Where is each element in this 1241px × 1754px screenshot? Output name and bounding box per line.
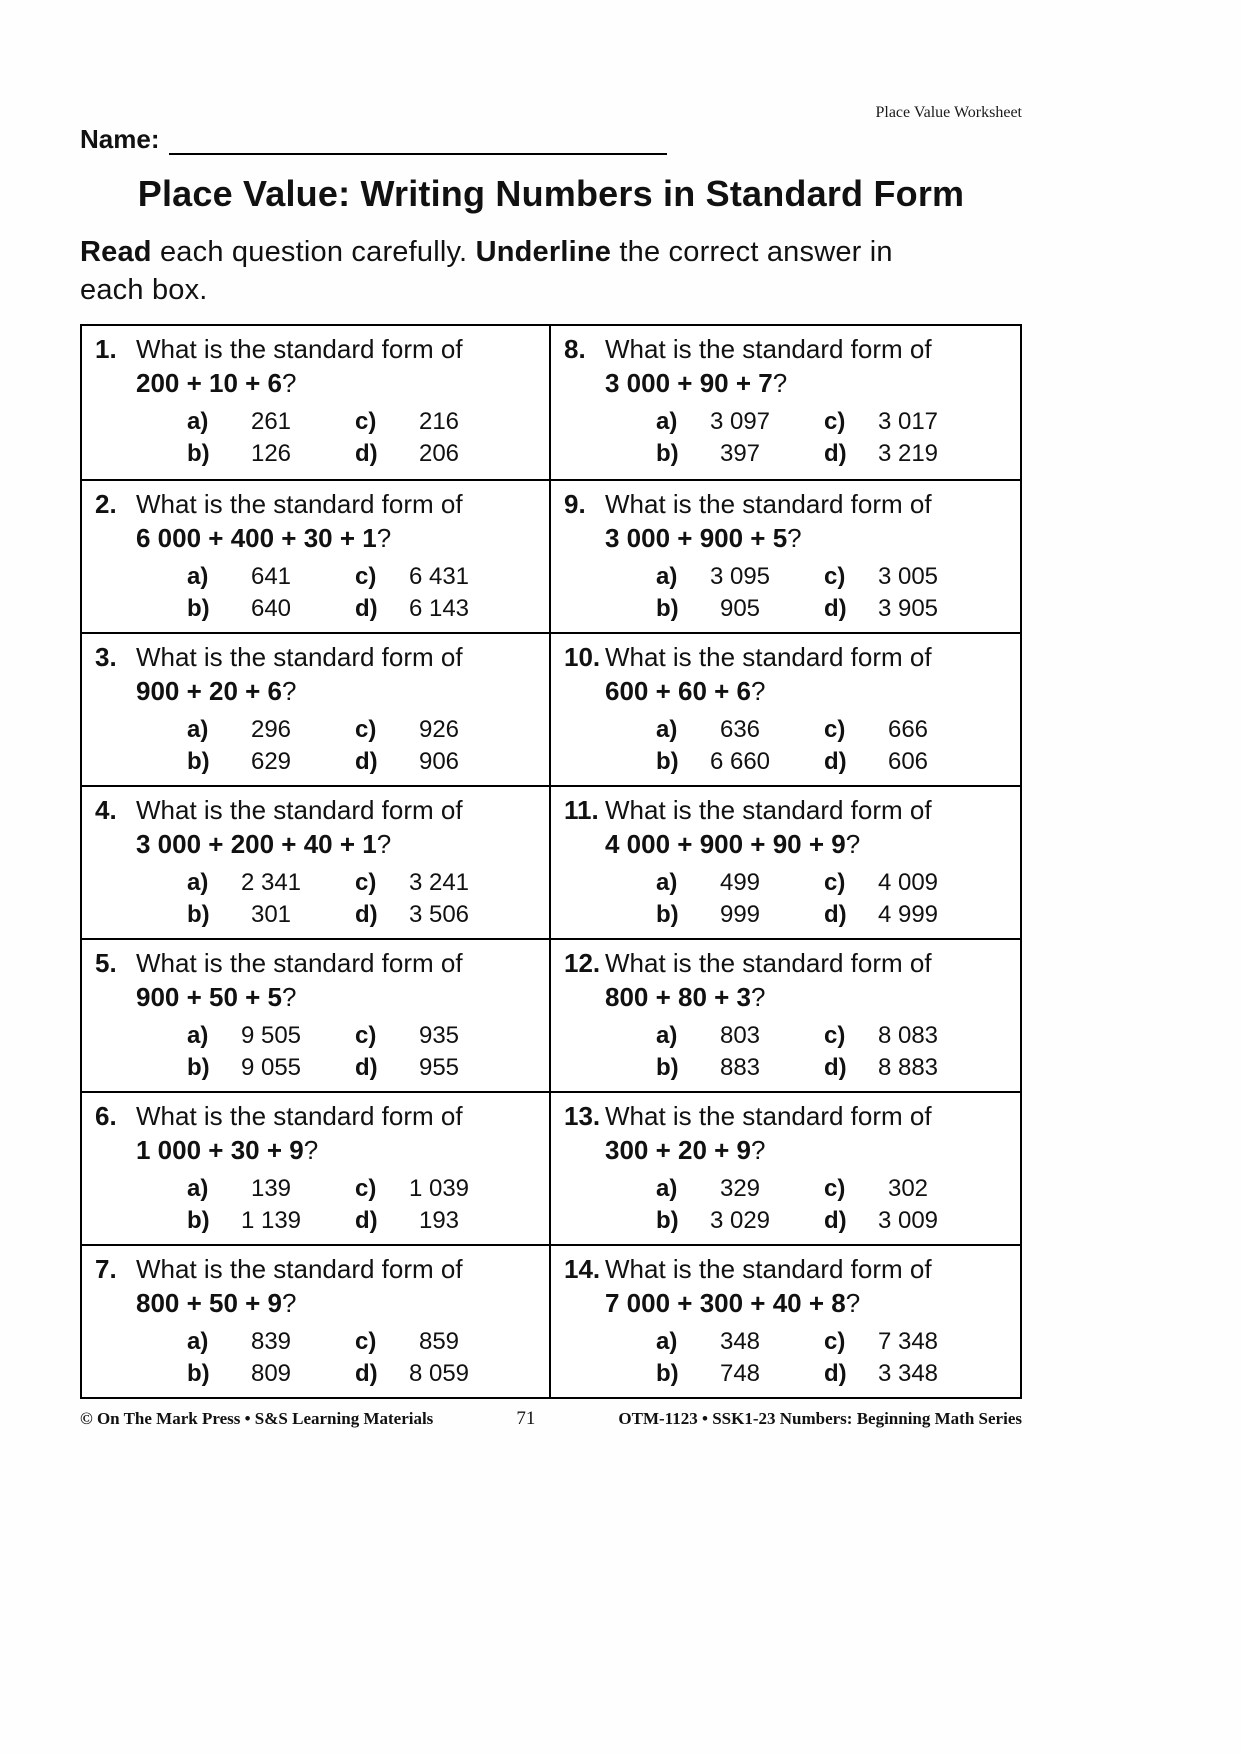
answer-value: 3 095 bbox=[709, 563, 771, 591]
question-box bbox=[551, 479, 1020, 632]
question-mark: ? bbox=[282, 1288, 297, 1319]
answer-value: 606 bbox=[887, 748, 929, 776]
question-mark: ? bbox=[282, 676, 297, 707]
answer-letter: b) bbox=[187, 901, 210, 929]
answer-value: 6 431 bbox=[408, 563, 470, 591]
name-row bbox=[80, 124, 1022, 155]
expression-text: 7 000 + 300 + 40 + 8 bbox=[605, 1288, 846, 1319]
question-number: 10. bbox=[564, 641, 601, 672]
answer-option-c[interactable] bbox=[355, 1328, 487, 1356]
answer-option-b[interactable] bbox=[656, 440, 788, 468]
question-prompt: What is the standard form of bbox=[136, 333, 463, 364]
answer-option-c[interactable] bbox=[355, 408, 487, 436]
question-mark: ? bbox=[751, 982, 766, 1013]
answer-value: 3 241 bbox=[408, 869, 470, 897]
answer-grid bbox=[656, 1175, 1014, 1235]
answer-value: 748 bbox=[719, 1360, 761, 1388]
answer-value: 955 bbox=[418, 1054, 460, 1082]
question-box bbox=[551, 326, 1020, 479]
answer-option-b[interactable] bbox=[656, 595, 788, 623]
question-box bbox=[551, 1244, 1020, 1397]
expression-text: 3 000 + 200 + 40 + 1 bbox=[136, 829, 377, 860]
question-prompt: What is the standard form of bbox=[605, 1100, 932, 1131]
worksheet-type-label: Place Value Worksheet bbox=[875, 104, 1022, 121]
question-number: 6. bbox=[95, 1100, 117, 1131]
instructions-text-2: the correct answer in bbox=[611, 236, 893, 268]
footer-copyright: © On The Mark Press • S&S Learning Materials bbox=[80, 1408, 434, 1428]
answer-value: 839 bbox=[250, 1328, 292, 1356]
expression-text: 3 000 + 90 + 7 bbox=[605, 368, 773, 399]
answer-letter: c) bbox=[824, 869, 846, 897]
question-prompt: What is the standard form of bbox=[136, 488, 463, 519]
question-expression bbox=[605, 1135, 1014, 1166]
answer-option-a[interactable] bbox=[656, 1175, 788, 1203]
question-number: 8. bbox=[564, 333, 586, 364]
answer-value: 329 bbox=[719, 1175, 761, 1203]
answer-option-c[interactable] bbox=[824, 408, 956, 436]
answer-value: 636 bbox=[719, 716, 761, 744]
answer-option-a[interactable] bbox=[187, 1328, 319, 1356]
question-number: 4. bbox=[95, 794, 117, 825]
answer-letter: d) bbox=[824, 595, 847, 623]
answer-value: 301 bbox=[250, 901, 292, 929]
instructions-read-bold: Read bbox=[80, 236, 152, 268]
answer-letter: a) bbox=[656, 716, 678, 744]
answer-option-a[interactable] bbox=[656, 1022, 788, 1050]
question-expression bbox=[605, 829, 1014, 860]
answer-value: 935 bbox=[418, 1022, 460, 1050]
answer-grid bbox=[187, 563, 543, 623]
answer-letter: c) bbox=[824, 563, 846, 591]
question-number: 11. bbox=[564, 794, 599, 825]
instructions bbox=[80, 233, 1022, 310]
answer-option-c[interactable] bbox=[355, 563, 487, 591]
question-expression bbox=[136, 1288, 543, 1319]
answer-value: 905 bbox=[719, 595, 761, 623]
answer-value: 3 097 bbox=[709, 408, 771, 436]
answer-option-a[interactable] bbox=[656, 716, 788, 744]
answer-letter: b) bbox=[187, 1207, 210, 1235]
answer-value: 906 bbox=[418, 748, 460, 776]
answer-letter: c) bbox=[355, 1328, 377, 1356]
answer-option-d[interactable] bbox=[355, 901, 487, 929]
answer-letter: b) bbox=[656, 748, 679, 776]
answer-letter: b) bbox=[187, 1360, 210, 1388]
question-box bbox=[82, 1244, 551, 1397]
question-mark: ? bbox=[845, 1288, 861, 1319]
answer-grid bbox=[656, 1328, 1014, 1388]
instructions-underline-bold: Underline bbox=[475, 236, 612, 268]
answer-grid bbox=[187, 716, 543, 776]
answer-option-a[interactable] bbox=[187, 869, 319, 897]
expression-text: 800 + 80 + 3 bbox=[605, 982, 752, 1013]
answer-option-a[interactable] bbox=[187, 1022, 319, 1050]
answer-grid bbox=[656, 869, 1014, 929]
footer-series: OTM-1123 • SSK1-23 Numbers: Beginning Math Series bbox=[618, 1408, 1022, 1428]
answer-value: 499 bbox=[719, 869, 761, 897]
answer-value: 859 bbox=[418, 1328, 460, 1356]
answer-value: 2 341 bbox=[240, 869, 302, 897]
answer-option-b[interactable] bbox=[656, 1360, 788, 1388]
answer-letter: c) bbox=[355, 869, 377, 897]
question-expression bbox=[605, 1288, 1014, 1319]
question-mark: ? bbox=[282, 982, 297, 1013]
answer-option-d[interactable] bbox=[355, 1207, 487, 1235]
question-prompt: What is the standard form of bbox=[136, 641, 463, 672]
answer-value: 7 348 bbox=[877, 1328, 939, 1356]
answer-option-b[interactable] bbox=[187, 1360, 319, 1388]
answer-value: 666 bbox=[887, 716, 929, 744]
answer-option-b[interactable] bbox=[656, 1207, 788, 1235]
expression-text: 4 000 + 900 + 90 + 9 bbox=[605, 829, 846, 860]
answer-option-b[interactable] bbox=[656, 748, 788, 776]
question-number: 12. bbox=[564, 947, 601, 978]
answer-value: 3 009 bbox=[877, 1207, 939, 1235]
question-expression bbox=[605, 523, 1014, 554]
answer-value: 3 905 bbox=[877, 595, 939, 623]
question-expression bbox=[136, 1135, 543, 1166]
answer-grid bbox=[187, 869, 543, 929]
instructions-text-1: each question carefully. bbox=[151, 236, 476, 268]
question-mark: ? bbox=[376, 829, 392, 860]
answer-option-a[interactable] bbox=[187, 408, 319, 436]
answer-value: 3 029 bbox=[709, 1207, 771, 1235]
answer-option-b[interactable] bbox=[187, 1207, 319, 1235]
answer-value: 3 348 bbox=[877, 1360, 939, 1388]
answer-letter: b) bbox=[656, 1207, 679, 1235]
answer-value: 126 bbox=[250, 440, 292, 468]
answer-option-d[interactable] bbox=[355, 748, 487, 776]
answer-letter: b) bbox=[656, 1360, 679, 1388]
answer-letter: d) bbox=[824, 1207, 847, 1235]
expression-text: 900 + 50 + 5 bbox=[136, 982, 283, 1013]
answer-letter: b) bbox=[656, 1054, 679, 1082]
expression-text: 300 + 20 + 9 bbox=[605, 1135, 752, 1166]
answer-letter: c) bbox=[824, 716, 846, 744]
question-box bbox=[82, 632, 551, 785]
answer-value: 629 bbox=[250, 748, 292, 776]
answer-letter: d) bbox=[824, 440, 847, 468]
answer-value: 6 143 bbox=[408, 595, 470, 623]
answer-letter: d) bbox=[355, 1360, 378, 1388]
answer-letter: a) bbox=[187, 1175, 209, 1203]
question-prompt: What is the standard form of bbox=[605, 794, 932, 825]
question-expression bbox=[605, 368, 1014, 399]
answer-option-a[interactable] bbox=[187, 1175, 319, 1203]
answer-value: 640 bbox=[250, 595, 292, 623]
answer-letter: d) bbox=[355, 748, 378, 776]
question-box bbox=[82, 1091, 551, 1244]
question-prompt: What is the standard form of bbox=[605, 333, 932, 364]
question-prompt: What is the standard form of bbox=[605, 641, 932, 672]
expression-text: 600 + 60 + 6 bbox=[605, 676, 752, 707]
answer-grid bbox=[656, 408, 1014, 468]
answer-grid bbox=[187, 1328, 543, 1388]
answer-letter: d) bbox=[355, 1054, 378, 1082]
answer-grid bbox=[656, 716, 1014, 776]
question-expression bbox=[136, 982, 543, 1013]
answer-option-c[interactable] bbox=[355, 869, 487, 897]
answer-grid bbox=[656, 563, 1014, 623]
answer-option-a[interactable] bbox=[656, 1328, 788, 1356]
answer-grid bbox=[187, 408, 543, 468]
question-prompt: What is the standard form of bbox=[136, 947, 463, 978]
answer-value: 139 bbox=[250, 1175, 292, 1203]
answer-value: 296 bbox=[250, 716, 292, 744]
answer-letter: b) bbox=[656, 595, 679, 623]
answer-option-d[interactable] bbox=[824, 1360, 956, 1388]
answer-letter: a) bbox=[656, 408, 678, 436]
answer-letter: a) bbox=[656, 1175, 678, 1203]
answer-letter: c) bbox=[355, 563, 377, 591]
question-prompt: What is the standard form of bbox=[136, 794, 463, 825]
expression-text: 3 000 + 900 + 5 bbox=[605, 523, 788, 554]
answer-value: 8 083 bbox=[877, 1022, 939, 1050]
answer-option-c[interactable] bbox=[824, 563, 956, 591]
answer-option-d[interactable] bbox=[355, 440, 487, 468]
answer-option-d[interactable] bbox=[355, 1054, 487, 1082]
answer-letter: b) bbox=[187, 748, 210, 776]
answer-value: 302 bbox=[887, 1175, 929, 1203]
question-expression bbox=[136, 676, 543, 707]
answer-option-a[interactable] bbox=[187, 716, 319, 744]
answer-value: 3 017 bbox=[877, 408, 939, 436]
question-number: 5. bbox=[95, 947, 117, 978]
answer-option-d[interactable] bbox=[824, 595, 956, 623]
answer-letter: c) bbox=[824, 1175, 846, 1203]
answer-letter: b) bbox=[187, 440, 210, 468]
answer-value: 641 bbox=[250, 563, 292, 591]
name-label: Name: bbox=[80, 124, 160, 154]
question-mark: ? bbox=[845, 829, 861, 860]
answer-option-c[interactable] bbox=[824, 869, 956, 897]
question-expression bbox=[136, 829, 543, 860]
question-number: 7. bbox=[95, 1253, 117, 1284]
answer-option-c[interactable] bbox=[355, 1022, 487, 1050]
page-title: Place Value: Writing Numbers in Standard Form bbox=[137, 173, 965, 214]
answer-letter: c) bbox=[355, 408, 377, 436]
expression-text: 900 + 20 + 6 bbox=[136, 676, 283, 707]
question-expression bbox=[136, 368, 543, 399]
answer-option-a[interactable] bbox=[656, 563, 788, 591]
answer-value: 261 bbox=[250, 408, 292, 436]
answer-value: 9 505 bbox=[240, 1022, 302, 1050]
question-mark: ? bbox=[751, 676, 766, 707]
answer-option-d[interactable] bbox=[824, 1054, 956, 1082]
answer-value: 8 059 bbox=[408, 1360, 470, 1388]
answer-option-d[interactable] bbox=[355, 1360, 487, 1388]
answer-option-b[interactable] bbox=[187, 901, 319, 929]
answer-letter: a) bbox=[187, 563, 209, 591]
answer-letter: a) bbox=[187, 1022, 209, 1050]
answer-value: 397 bbox=[719, 440, 761, 468]
answer-option-c[interactable] bbox=[824, 716, 956, 744]
answer-letter: c) bbox=[355, 1175, 377, 1203]
answer-value: 1 039 bbox=[408, 1175, 470, 1203]
answer-letter: a) bbox=[187, 408, 209, 436]
answer-letter: a) bbox=[656, 1328, 678, 1356]
answer-value: 926 bbox=[418, 716, 460, 744]
question-mark: ? bbox=[303, 1135, 319, 1166]
question-box bbox=[551, 938, 1020, 1091]
answer-letter: a) bbox=[656, 1022, 678, 1050]
answer-value: 193 bbox=[418, 1207, 460, 1235]
answer-letter: c) bbox=[355, 716, 377, 744]
expression-text: 6 000 + 400 + 30 + 1 bbox=[136, 523, 377, 554]
expression-text: 200 + 10 + 6 bbox=[136, 368, 283, 399]
question-mark: ? bbox=[282, 368, 297, 399]
answer-letter: b) bbox=[656, 901, 679, 929]
answer-option-b[interactable] bbox=[187, 440, 319, 468]
answer-value: 999 bbox=[719, 901, 761, 929]
answer-letter: a) bbox=[187, 716, 209, 744]
answer-option-d[interactable] bbox=[824, 748, 956, 776]
answer-option-d[interactable] bbox=[824, 1207, 956, 1235]
answer-letter: b) bbox=[187, 1054, 210, 1082]
answer-option-b[interactable] bbox=[187, 595, 319, 623]
answer-option-a[interactable] bbox=[656, 869, 788, 897]
question-number: 14. bbox=[564, 1253, 601, 1284]
answer-option-b[interactable] bbox=[656, 1054, 788, 1082]
name-input-line[interactable] bbox=[169, 127, 667, 155]
question-box bbox=[82, 326, 551, 479]
answer-value: 4 999 bbox=[877, 901, 939, 929]
answer-value: 1 139 bbox=[240, 1207, 302, 1235]
answer-letter: c) bbox=[824, 1328, 846, 1356]
question-number: 1. bbox=[95, 333, 117, 364]
question-box bbox=[82, 479, 551, 632]
question-box bbox=[551, 785, 1020, 938]
answer-value: 3 219 bbox=[877, 440, 939, 468]
question-expression bbox=[605, 676, 1014, 707]
answer-value: 3 005 bbox=[877, 563, 939, 591]
question-expression bbox=[136, 523, 543, 554]
question-number: 2. bbox=[95, 488, 117, 519]
answer-value: 9 055 bbox=[240, 1054, 302, 1082]
answer-letter: b) bbox=[187, 595, 210, 623]
answer-letter: d) bbox=[355, 1207, 378, 1235]
answer-option-a[interactable] bbox=[656, 408, 788, 436]
question-prompt: What is the standard form of bbox=[605, 488, 932, 519]
answer-option-c[interactable] bbox=[355, 1175, 487, 1203]
answer-option-d[interactable] bbox=[824, 440, 956, 468]
question-prompt: What is the standard form of bbox=[136, 1253, 463, 1284]
answer-value: 206 bbox=[418, 440, 460, 468]
question-prompt: What is the standard form of bbox=[605, 947, 932, 978]
answer-grid bbox=[656, 1022, 1014, 1082]
answer-letter: c) bbox=[824, 408, 846, 436]
question-box bbox=[82, 938, 551, 1091]
question-box bbox=[82, 785, 551, 938]
answer-value: 4 009 bbox=[877, 869, 939, 897]
answer-letter: d) bbox=[355, 901, 378, 929]
answer-value: 348 bbox=[719, 1328, 761, 1356]
answer-value: 6 660 bbox=[709, 748, 771, 776]
answer-letter: a) bbox=[656, 563, 678, 591]
answer-value: 216 bbox=[418, 408, 460, 436]
worksheet-content bbox=[80, 104, 1022, 1430]
answer-letter: d) bbox=[355, 440, 378, 468]
expression-text: 1 000 + 30 + 9 bbox=[136, 1135, 304, 1166]
answer-option-d[interactable] bbox=[824, 901, 956, 929]
answer-option-a[interactable] bbox=[187, 563, 319, 591]
answer-letter: a) bbox=[187, 1328, 209, 1356]
question-expression bbox=[605, 982, 1014, 1013]
question-number: 3. bbox=[95, 641, 117, 672]
answer-option-b[interactable] bbox=[656, 901, 788, 929]
question-prompt: What is the standard form of bbox=[605, 1253, 932, 1284]
answer-letter: d) bbox=[824, 901, 847, 929]
answer-option-c[interactable] bbox=[824, 1328, 956, 1356]
answer-option-b[interactable] bbox=[187, 1054, 319, 1082]
answer-letter: d) bbox=[355, 595, 378, 623]
answer-letter: d) bbox=[824, 1054, 847, 1082]
answer-letter: c) bbox=[824, 1022, 846, 1050]
page-number: 71 bbox=[516, 1407, 536, 1429]
answer-value: 803 bbox=[719, 1022, 761, 1050]
answer-option-b[interactable] bbox=[187, 748, 319, 776]
answer-letter: c) bbox=[355, 1022, 377, 1050]
answer-option-d[interactable] bbox=[355, 595, 487, 623]
question-prompt: What is the standard form of bbox=[136, 1100, 463, 1131]
answer-value: 3 506 bbox=[408, 901, 470, 929]
answer-option-c[interactable] bbox=[355, 716, 487, 744]
expression-text: 800 + 50 + 9 bbox=[136, 1288, 283, 1319]
answer-value: 883 bbox=[719, 1054, 761, 1082]
answer-letter: a) bbox=[187, 869, 209, 897]
question-box bbox=[551, 632, 1020, 785]
answer-option-c[interactable] bbox=[824, 1175, 956, 1203]
answer-grid bbox=[187, 1175, 543, 1235]
answer-letter: d) bbox=[824, 748, 847, 776]
question-number: 13. bbox=[564, 1100, 601, 1131]
instructions-text-3: each box. bbox=[80, 274, 208, 307]
answer-option-c[interactable] bbox=[824, 1022, 956, 1050]
question-mark: ? bbox=[787, 523, 802, 554]
answer-value: 809 bbox=[250, 1360, 292, 1388]
question-mark: ? bbox=[751, 1135, 766, 1166]
answer-value: 8 883 bbox=[877, 1054, 939, 1082]
answer-letter: d) bbox=[824, 1360, 847, 1388]
footer bbox=[80, 1408, 1022, 1430]
question-number: 9. bbox=[564, 488, 586, 519]
answer-letter: a) bbox=[656, 869, 678, 897]
question-box bbox=[551, 1091, 1020, 1244]
answer-letter: b) bbox=[656, 440, 679, 468]
answer-grid bbox=[187, 1022, 543, 1082]
question-mark: ? bbox=[772, 368, 788, 399]
question-table bbox=[80, 324, 1022, 1399]
question-mark: ? bbox=[376, 523, 392, 554]
